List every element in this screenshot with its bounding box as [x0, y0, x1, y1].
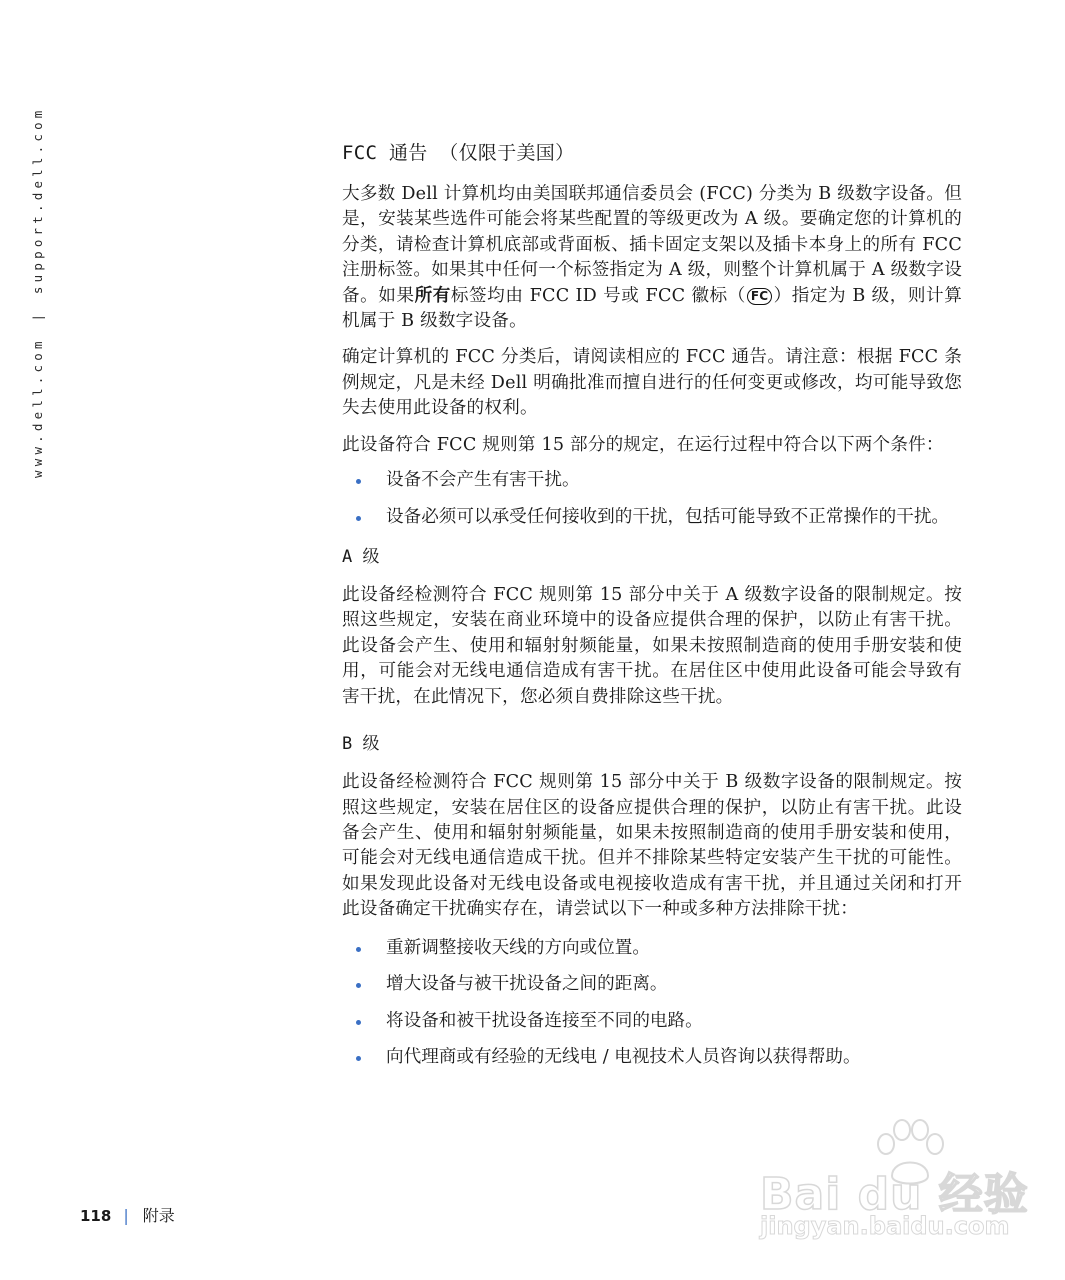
conditions-intro: 此设备符合 FCC 规则第 15 部分的规定，在运行过程中符合以下两个条件：: [342, 434, 944, 455]
class-a-heading: A 级: [342, 547, 380, 568]
sidebar-url: [30, 106, 45, 478]
watermark-brand: Bai du 经验: [760, 1169, 1029, 1220]
conditions-list: [342, 469, 962, 529]
fcc-logo-icon: FC: [747, 288, 772, 305]
sidebar-url-separator: |: [30, 309, 45, 322]
measures-list: [342, 937, 962, 1070]
measure-text: 向代理商或有经验的无线电 / 电视技术人员咨询以获得帮助。: [386, 1047, 861, 1068]
bullet-icon: [356, 1056, 361, 1061]
bullet-icon: [356, 1020, 361, 1025]
intro-text-part2: 标签均由 FCC ID 号或 FCC 徽标（: [450, 285, 746, 306]
page-number: 118: [80, 1207, 112, 1225]
list-item: [342, 469, 962, 493]
list-item: [342, 506, 962, 530]
bullet-icon: [356, 479, 361, 484]
measure-text: 将设备和被干扰设备连接至不同的电路。: [386, 1010, 703, 1031]
measure-text: 重新调整接收天线的方向或位置。: [386, 937, 650, 958]
watermark-url: jingyan.baidu.com: [760, 1212, 1010, 1240]
condition-text: 设备不会产生有害干扰。: [386, 470, 580, 491]
measure-text: 增大设备与被干扰设备之间的距离。: [386, 974, 668, 995]
baidu-watermark: [760, 1118, 1029, 1248]
class-a-body: 此设备经检测符合 FCC 规则第 15 部分中关于 A 级数字设备的限制规定。按照这些规定，安装在商业环境中的设备应提供合理的保护，以防止有害干扰。此设备会产生、使用和辐射射频能量，如果未按照制造商的使用手册安装和使用，可能会对无线电通信造成有害干扰。在居住区中使用此设备可能会导致有害干扰，在此情况下，您必须自费排除这些干扰。: [342, 585, 962, 707]
bullet-icon: [356, 947, 361, 952]
intro-text-part3: ）指定为 B 级，则计算机属于 B 级数字设备。: [342, 285, 963, 332]
class-b-body: 此设备经检测符合 FCC 规则第 15 部分中关于 B 级数字设备的限制规定。按照这些规定，安装在居住区的设备应提供合理的保护，以防止有害干扰。此设备会产生、使用和辐射射频能量，如果未按照制造商的使用手册安装和使用，可能会对无线电通信造成干扰。但并不排除某些特定安装产生干扰的可能性。如果发现此设备对无线电设备或电视接收造成有害干扰，并且通过关闭和打开此设备确定干扰确实存在，请尝试以下一种或多种方法排除干扰：: [342, 772, 962, 920]
list-item: [342, 1010, 962, 1034]
list-item: [342, 973, 962, 997]
footer-section-label: 附录: [142, 1206, 175, 1225]
intro-emphasis: 所有: [414, 285, 451, 306]
list-item: [342, 1046, 962, 1070]
classification-paragraph: 确定计算机的 FCC 分类后，请阅读相应的 FCC 通告。请注意：根据 FCC 条例规定，凡是未经 Dell 明确批准而擅自进行的任何变更或修改，均可能导致您失去使用此设备的权利。: [342, 347, 962, 419]
page-footer: [80, 1204, 175, 1228]
main-content: [342, 140, 962, 1083]
bullet-icon: [356, 983, 361, 988]
intro-text-part1: 大多数 Dell 计算机均由美国联邦通信委员会 (FCC) 分类为 B 级数字设备。但是，安装某些选件可能会将某些配置的等级更改为 A 级。要确定您的计算机的分类，请检查计算机底部或背面板、插卡固定支架以及插卡本身上的所有 FCC 注册标签。如果其中任何一个标签指定为 A 级，则整个计算机属于 A 级数字设备。如果: [342, 184, 962, 306]
condition-text: 设备必须可以承受任何接收到的干扰，包括可能导致不正常操作的干扰。: [386, 506, 950, 527]
sidebar-url-right: support.dell.com: [30, 106, 45, 295]
footer-separator: |: [123, 1206, 129, 1225]
sidebar-url-left: www.dell.com: [30, 337, 45, 478]
section-title: FCC 通告 （仅限于美国）: [342, 142, 575, 164]
bullet-icon: [356, 516, 361, 521]
class-b-heading: B 级: [342, 734, 380, 755]
intro-paragraph: [342, 182, 962, 334]
list-item: [342, 937, 962, 961]
